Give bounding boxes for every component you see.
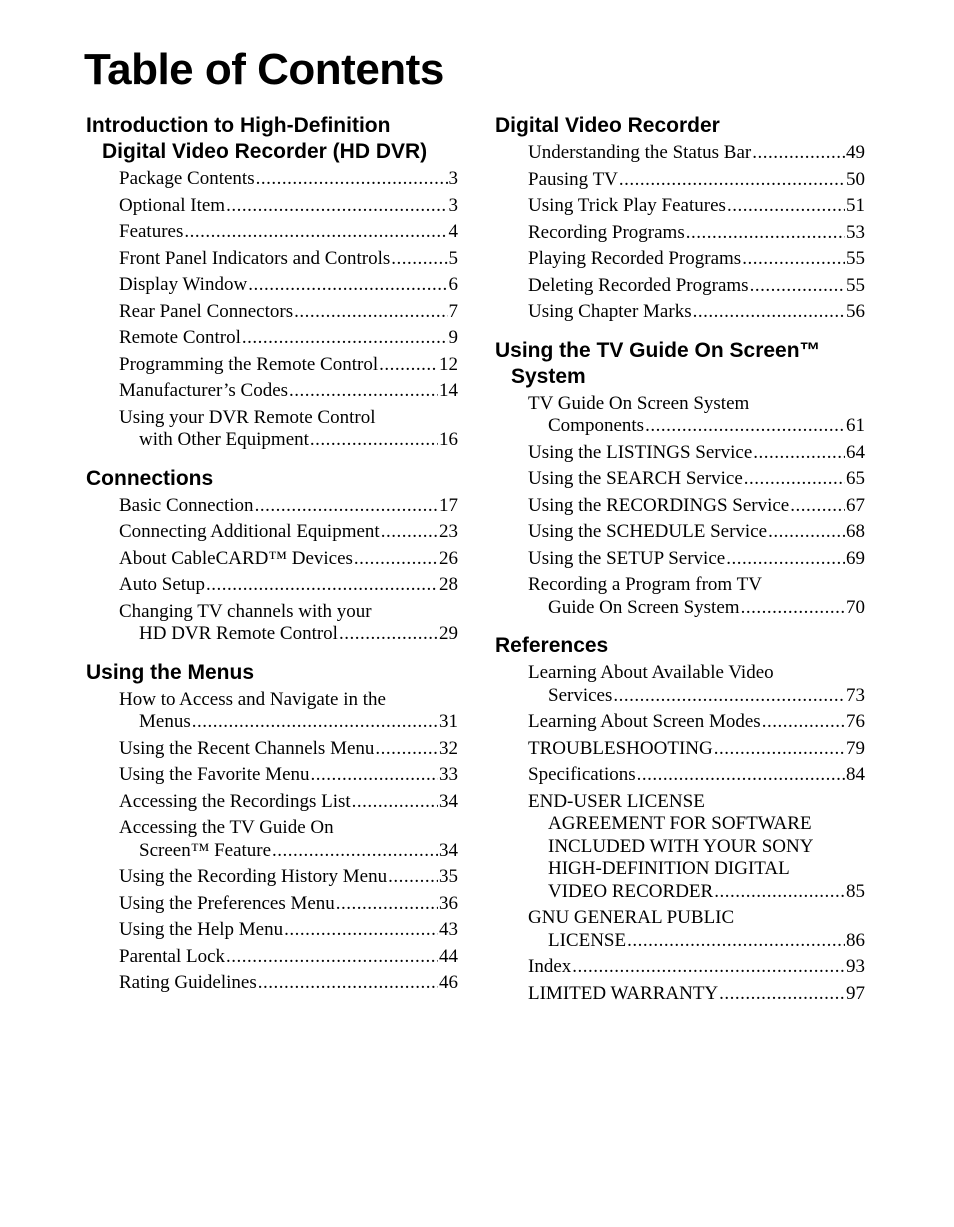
dot-leader: [727, 195, 845, 218]
toc-entry-list: [86, 689, 458, 995]
toc-entry[interactable]: [119, 866, 458, 889]
entry-label: Rating Guidelines: [119, 972, 257, 993]
dot-leader: [637, 764, 845, 787]
entry-label: Display Window: [119, 274, 248, 295]
toc-entry[interactable]: [119, 738, 458, 761]
dot-leader: [226, 946, 438, 969]
entry-row: [119, 946, 458, 969]
dot-leader: [284, 919, 438, 942]
toc-entry[interactable]: [119, 919, 458, 942]
dot-leader: [206, 574, 438, 597]
toc-entry-list: [86, 495, 458, 646]
entry-label: Deleting Recorded Programs: [528, 274, 749, 296]
dot-leader: [381, 521, 438, 544]
dot-leader: [752, 142, 845, 165]
entry-row: [528, 930, 865, 953]
entry-page-number: 61: [846, 415, 865, 436]
dot-leader: [272, 840, 438, 863]
entry-row: [528, 521, 865, 544]
entry-row: [119, 840, 458, 863]
entry-row: [528, 881, 865, 904]
dot-leader: [790, 495, 845, 518]
entry-label: Using Trick Play Features: [528, 195, 726, 216]
toc-section: [86, 466, 458, 646]
toc-entry[interactable]: [119, 893, 458, 916]
entry-label: Front Panel Indicators and Controls: [119, 247, 391, 269]
entry-page-number: 31: [439, 711, 458, 732]
entry-label: LIMITED WARRANTY: [528, 982, 719, 1004]
entry-row: [528, 468, 865, 491]
entry-row: [528, 195, 865, 218]
entry-page-number: 26: [439, 547, 458, 569]
section-heading: Connections: [86, 466, 214, 490]
entry-label: Using the Recording History Menu: [119, 866, 388, 887]
dot-leader: [336, 893, 438, 916]
entry-label: Learning About Screen Modes: [528, 711, 761, 732]
entry-label: Auto Setup: [119, 574, 206, 595]
entry-page-number: 3: [448, 168, 458, 189]
entry-page-number: 86: [846, 929, 865, 951]
entry-label-line: Accessing the TV Guide On: [119, 817, 334, 838]
entry-label: with Other Equipment: [139, 429, 309, 450]
entry-label: Menus: [139, 711, 191, 732]
section-heading: Using the Menus: [86, 660, 255, 684]
entry-page-number: 53: [846, 221, 865, 243]
toc-entry-list: [495, 142, 865, 324]
entry-label-line: Recording a Program from TV: [528, 574, 762, 595]
entry-label: Screen™ Feature: [139, 839, 272, 861]
entry-label-line: How to Access and Navigate in the: [119, 688, 386, 710]
entry-page-number: 79: [846, 737, 865, 759]
dot-leader: [744, 468, 845, 491]
entry-label: Using the Recent Channels Menu: [119, 737, 375, 759]
toc-entry[interactable]: [528, 169, 865, 192]
entry-row: [119, 274, 458, 297]
entry-page-number: 32: [439, 737, 458, 759]
entry-label: Remote Control: [119, 327, 241, 348]
entry-label-line: Using your DVR Remote Control: [119, 406, 376, 428]
entry-page-number: 68: [846, 521, 865, 542]
entry-row: [119, 623, 458, 646]
entry-page-number: 16: [439, 429, 458, 450]
toc-entry[interactable]: [528, 548, 865, 571]
entry-page-number: 29: [439, 623, 458, 644]
section-heading: References: [495, 634, 609, 657]
entry-row: [528, 415, 865, 438]
dot-leader: [768, 521, 845, 544]
entry-page-number: 34: [439, 790, 458, 812]
entry-page-number: 7: [448, 300, 458, 322]
entry-row: [119, 380, 458, 403]
entry-row: [528, 764, 865, 787]
entry-label: Rear Panel Connectors: [119, 300, 294, 322]
entry-label: Using Chapter Marks: [528, 301, 692, 322]
toc-entry[interactable]: [119, 327, 458, 350]
entry-label: LICENSE: [548, 929, 627, 951]
entry-page-number: 9: [448, 327, 458, 348]
entry-page-number: 85: [846, 880, 865, 902]
toc-column-right: [495, 113, 865, 1009]
entry-page-number: 76: [846, 711, 865, 732]
entry-page-number: 55: [846, 274, 865, 296]
entry-row: [119, 354, 458, 377]
dot-leader: [256, 168, 448, 191]
entry-row: [528, 248, 865, 271]
entry-row: [528, 142, 865, 165]
entry-row: [528, 275, 865, 298]
dot-leader: [686, 222, 845, 245]
dot-leader: [184, 221, 447, 244]
entry-page-number: 56: [846, 301, 865, 322]
toc-entry[interactable]: [119, 168, 458, 191]
toc-section: [86, 660, 458, 995]
entry-row: [119, 919, 458, 942]
entry-row: [119, 738, 458, 761]
entry-label: Index: [528, 956, 572, 977]
entry-page-number: 93: [846, 956, 865, 977]
entry-row: [119, 195, 458, 218]
toc-entry[interactable]: [119, 407, 458, 452]
entry-label: Using the SEARCH Service: [528, 468, 743, 489]
dot-leader: [719, 983, 845, 1006]
dot-leader: [391, 248, 447, 271]
toc-entry-list: [86, 168, 458, 452]
toc-entry[interactable]: [528, 956, 865, 979]
entry-row: [528, 711, 865, 734]
toc-entry[interactable]: [528, 468, 865, 491]
entry-page-number: 50: [846, 168, 865, 190]
entry-page-number: 46: [439, 972, 458, 993]
dot-leader: [693, 301, 845, 324]
entry-label: VIDEO RECORDER: [548, 880, 714, 902]
entry-label: Using the SCHEDULE Service: [528, 521, 768, 542]
entry-row: [528, 685, 865, 708]
entry-label: TROUBLESHOOTING: [528, 737, 713, 759]
entry-page-number: 84: [846, 764, 865, 785]
dot-leader: [619, 169, 845, 192]
entry-label-line: Learning About Available Video: [528, 662, 774, 683]
entry-label-line: INCLUDED WITH YOUR SONY: [548, 835, 814, 857]
dot-leader: [352, 791, 438, 814]
dot-leader: [294, 301, 447, 324]
dot-leader: [248, 274, 447, 297]
toc-entry[interactable]: [119, 274, 458, 297]
entry-label: Accessing the Recordings List: [119, 790, 351, 812]
toc-entry[interactable]: [119, 972, 458, 995]
entry-row: [528, 222, 865, 245]
entry-page-number: 49: [846, 142, 865, 163]
entry-label: Features: [119, 221, 184, 242]
entry-page-number: 70: [846, 596, 865, 618]
entry-label: Using the Favorite Menu: [119, 764, 310, 785]
entry-page-number: 17: [439, 494, 458, 516]
entry-label-line: TV Guide On Screen System: [528, 392, 750, 414]
entry-row: [528, 169, 865, 192]
toc-entry[interactable]: [119, 817, 458, 862]
entry-label: Using the Help Menu: [119, 919, 284, 940]
entry-label: Using the LISTINGS Service: [528, 441, 753, 463]
entry-row: [119, 548, 458, 571]
entry-label: Pausing TV: [528, 168, 618, 190]
entry-row: [119, 521, 458, 544]
toc-section: [495, 338, 865, 620]
toc-entry[interactable]: [528, 442, 865, 465]
dot-leader: [627, 930, 845, 953]
entry-row: [119, 301, 458, 324]
entry-row: [528, 548, 865, 571]
entry-page-number: 64: [846, 441, 865, 463]
entry-row: [528, 301, 865, 324]
toc-entry[interactable]: [528, 983, 865, 1006]
entry-page-number: 65: [846, 468, 865, 489]
entry-row: [119, 866, 458, 889]
entry-row: [119, 429, 458, 452]
entry-page-number: 14: [439, 380, 458, 401]
toc-section: [86, 113, 458, 452]
dot-leader: [311, 764, 438, 787]
toc-entry[interactable]: [119, 354, 458, 377]
entry-row: [528, 495, 865, 518]
toc-entry-list: [495, 662, 865, 1005]
entry-page-number: 69: [846, 547, 865, 569]
toc-section: [495, 113, 865, 324]
dot-leader: [192, 711, 438, 734]
dot-leader: [242, 327, 448, 350]
entry-page-number: 33: [439, 764, 458, 785]
dot-leader: [726, 548, 845, 571]
entry-label-line: GNU GENERAL PUBLIC: [528, 907, 735, 928]
toc-entry[interactable]: [119, 221, 458, 244]
entry-row: [528, 956, 865, 979]
section-heading: Using the TV Guide On Screen™ System: [495, 338, 821, 388]
entry-label-line: HIGH-DEFINITION DIGITAL: [548, 858, 790, 879]
dot-leader: [375, 738, 438, 761]
toc-entry[interactable]: [528, 662, 865, 707]
dot-leader: [742, 248, 845, 271]
dot-leader: [388, 866, 438, 889]
entry-row: [119, 168, 458, 191]
toc-entry[interactable]: [119, 764, 458, 787]
entry-label-line: Changing TV channels with your: [119, 600, 372, 622]
toc-entry[interactable]: [528, 275, 865, 298]
toc-entry[interactable]: [528, 301, 865, 324]
toc-entry[interactable]: [119, 574, 458, 597]
toc-entry[interactable]: [119, 689, 458, 734]
entry-row: [119, 893, 458, 916]
entry-label: Services: [548, 684, 613, 706]
dot-leader: [714, 738, 845, 761]
entry-label: Programming the Remote Control: [119, 353, 379, 375]
toc-entry[interactable]: [528, 738, 865, 761]
entry-row: [119, 972, 458, 995]
entry-page-number: 5: [448, 247, 458, 269]
dot-leader: [226, 195, 447, 218]
entry-row: [528, 442, 865, 465]
toc-entry[interactable]: [119, 248, 458, 271]
entry-row: [119, 791, 458, 814]
entry-label: About CableCARD™ Devices: [119, 547, 353, 569]
toc-entry-list: [495, 393, 865, 620]
toc-entry[interactable]: [528, 907, 865, 952]
toc-entry[interactable]: [119, 495, 458, 518]
page-title: Table of Contents: [84, 45, 444, 94]
entry-page-number: 51: [846, 195, 865, 216]
entry-page-number: 97: [846, 982, 865, 1004]
dot-leader: [572, 956, 845, 979]
toc-entry[interactable]: [528, 393, 865, 438]
entry-label: Manufacturer’s Codes: [119, 380, 289, 401]
entry-label: HD DVR Remote Control: [139, 623, 338, 644]
entry-row: [119, 221, 458, 244]
dot-leader: [255, 495, 438, 518]
entry-page-number: 6: [448, 274, 458, 295]
entry-page-number: 55: [846, 248, 865, 269]
entry-label: Package Contents: [119, 168, 255, 189]
toc-entry[interactable]: [528, 142, 865, 165]
entry-label: Parental Lock: [119, 945, 226, 967]
entry-row: [119, 574, 458, 597]
dot-leader: [354, 548, 438, 571]
entry-page-number: 4: [448, 221, 458, 242]
entry-row: [528, 738, 865, 761]
entry-label: Recording Programs: [528, 221, 685, 243]
entry-label: Connecting Additional Equipment: [119, 521, 380, 542]
toc-entry[interactable]: [528, 248, 865, 271]
entry-label: Basic Connection: [119, 494, 254, 516]
entry-row: [528, 983, 865, 1006]
entry-page-number: 73: [846, 684, 865, 706]
toc-entry[interactable]: [119, 601, 458, 646]
entry-page-number: 23: [439, 521, 458, 542]
dot-leader: [613, 685, 845, 708]
toc-entry[interactable]: [528, 222, 865, 245]
dot-leader: [762, 711, 845, 734]
entry-label: Using the Preferences Menu: [119, 892, 335, 914]
entry-row: [119, 327, 458, 350]
toc-entry[interactable]: [528, 574, 865, 619]
entry-page-number: 28: [439, 574, 458, 595]
toc-entry[interactable]: [528, 495, 865, 518]
dot-leader: [339, 623, 438, 646]
toc-entry[interactable]: [119, 380, 458, 403]
dot-leader: [714, 881, 845, 904]
dot-leader: [645, 415, 845, 438]
entry-page-number: 35: [439, 866, 458, 887]
entry-label: Guide On Screen System: [548, 596, 740, 618]
toc-entry[interactable]: [119, 195, 458, 218]
toc-entry[interactable]: [528, 521, 865, 544]
entry-label-line: AGREEMENT FOR SOFTWARE: [548, 813, 812, 834]
toc-entry[interactable]: [119, 548, 458, 571]
entry-label: Playing Recorded Programs: [528, 248, 742, 269]
toc-entry[interactable]: [119, 791, 458, 814]
entry-page-number: 34: [439, 839, 458, 861]
dot-leader: [379, 354, 438, 377]
section-heading: Introduction to High-Definition Digital Video Recorder (HD DVR): [86, 114, 428, 163]
entry-page-number: 43: [439, 919, 458, 940]
entry-label: Using the SETUP Service: [528, 547, 726, 569]
entry-page-number: 12: [439, 353, 458, 375]
entry-row: [119, 764, 458, 787]
toc-entry[interactable]: [528, 195, 865, 218]
dot-leader: [258, 972, 438, 995]
entry-label: Specifications: [528, 764, 636, 785]
toc-entry[interactable]: [119, 301, 458, 324]
entry-label: Understanding the Status Bar: [528, 142, 752, 163]
toc-section: [495, 633, 865, 1005]
dot-leader: [289, 380, 438, 403]
dot-leader: [310, 429, 438, 452]
entry-row: [119, 495, 458, 518]
section-heading: Digital Video Recorder: [495, 114, 720, 137]
dot-leader: [741, 597, 845, 620]
entry-row: [119, 711, 458, 734]
entry-label: Components: [548, 415, 645, 436]
toc-column-left: [86, 113, 458, 999]
entry-label: Using the RECORDINGS Service: [528, 494, 790, 516]
entry-label-line: END-USER LICENSE: [528, 790, 705, 812]
toc-entry[interactable]: [528, 711, 865, 734]
toc-entry[interactable]: [119, 946, 458, 969]
entry-row: [119, 248, 458, 271]
entry-row: [528, 597, 865, 620]
toc-entry[interactable]: [528, 764, 865, 787]
toc-entry[interactable]: [528, 791, 865, 904]
toc-entry[interactable]: [119, 521, 458, 544]
entry-label: Optional Item: [119, 194, 226, 216]
entry-page-number: 36: [439, 892, 458, 914]
dot-leader: [750, 275, 845, 298]
dot-leader: [753, 442, 845, 465]
entry-page-number: 67: [846, 494, 865, 516]
entry-page-number: 3: [448, 194, 458, 216]
entry-page-number: 44: [439, 945, 458, 967]
